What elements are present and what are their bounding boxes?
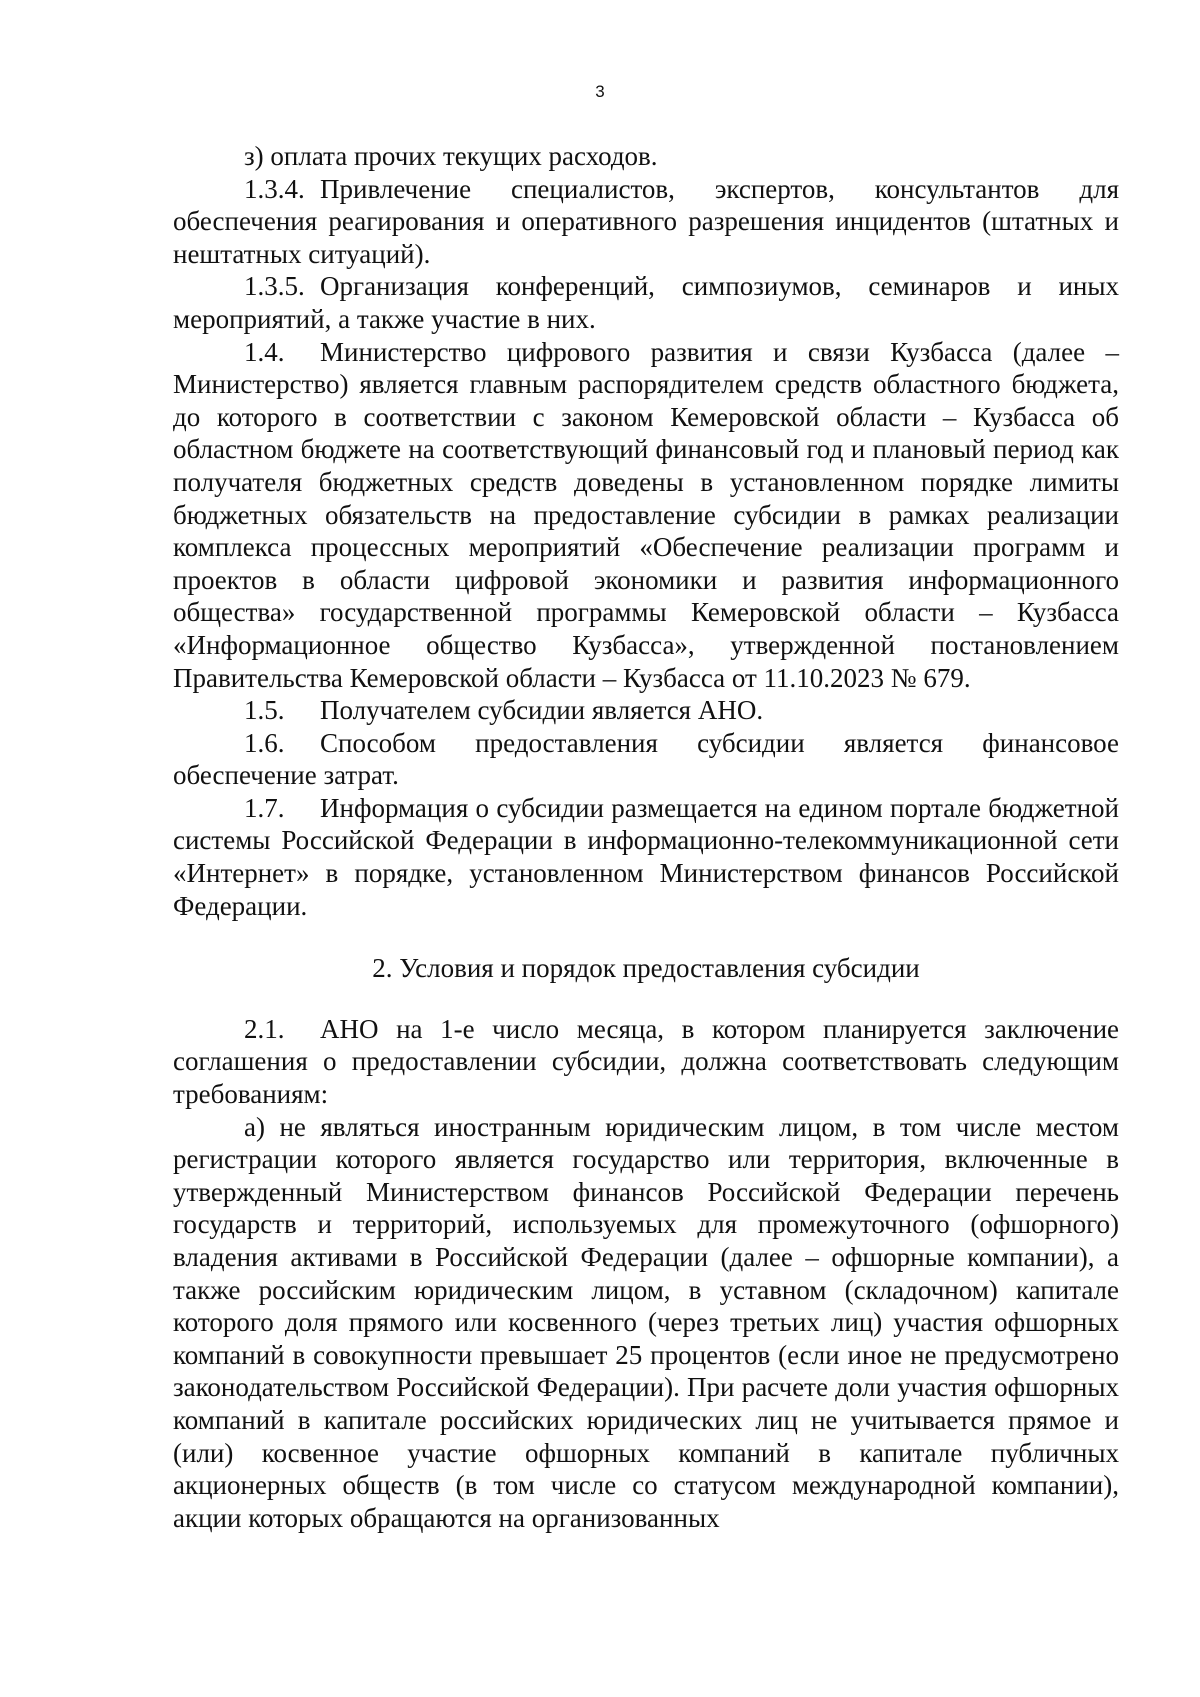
paragraph-text: а) не являться иностранным юридическим лицом, в том числе местом регистрации которого является государство или территория, включенные в утвержденный Министерством финансов Российской Федерации перечень государств и территорий, используемых для промежуточного (офшорного) владения активами в Российской Федерации (далее – офшорные компании), а также российским юридическим лицом, в уставном (складочном) капитале которого доля прямого или косвенного (через третьих лиц) участия офшорных компаний в совокупности превышает 25 процентов (если иное не предусмотрено законодательством Российской Федерации). При расчете доли участия офшорных компаний в капитале российских юридических лиц не учитывается прямое и (или) косвенное участие офшорных компаний в капитале публичных акционерных обществ (в том числе со статусом международной компании), акции которых обращаются на организованных [173,1111,1119,1533]
section-1-continuation [173,140,1119,922]
paragraph-p-15 [173,694,1119,727]
paragraph-text: Министерство цифрового развития и связи Кузбасса (далее – Министерство) является главным распорядителем средств областного бюджета, до которого в соответствии с законом Кемеровской области – Кузбасса об областном бюджете на соответствующий финансовый год и плановый период как получателя бюджетных средств доведены в установленном порядке лимиты бюджетных обязательств на предоставление субсидии в рамках реализации комплекса процессных мероприятий «Обеспечение реализации программ и проектов в области цифровой экономики и развития информационного общества» государственной программы Кемеровской области – Кузбасса «Информационное общество Кузбасса», утвержденной постановлением Правительства Кемеровской области – Кузбасса от 11.10.2023 № 679. [173,336,1119,693]
document-body [173,140,1119,1534]
paragraph-p-16 [173,727,1119,792]
paragraph-number: 1.3.4. [244,173,305,204]
paragraph-text: Способом предоставления субсидии является финансовое обеспечение затрат. [173,727,1119,791]
paragraph-p-17 [173,792,1119,922]
paragraph-p-z [173,140,1119,173]
paragraph-number: 1.4. [244,336,285,367]
paragraph-p-134 [173,173,1119,271]
paragraph-text: Организация конференций, симпозиумов, семинаров и иных мероприятий, а также участие в них. [173,271,1119,334]
paragraph-text: АНО на 1-е число месяца, в котором планируется заключение соглашения о предоставлении субсидии, должна соответствовать следующим требованиям: [173,1013,1119,1110]
paragraph-text: Получателем субсидии является АНО. [320,695,764,726]
paragraph-number: 1.3.5. [244,271,305,302]
paragraph-p-21 [173,1013,1119,1111]
paragraph-text: Привлечение специалистов, экспертов, консультантов для обеспечения реагирования и оперативного разрешения инцидентов (штатных и нештатных ситуаций). [173,173,1119,269]
section-2-body [173,1013,1119,1535]
paragraph-text: Информация о субсидии размещается на едином портале бюджетной системы Российской Федерации в информационно-телекоммуникационной сети «Интернет» в порядке, установленном Министерством финансов Российской Федерации. [173,792,1119,921]
paragraph-number: 1.7. [244,792,285,823]
paragraph-number: 2.1. [244,1013,285,1044]
paragraph-text: з) оплата прочих текущих расходов. [244,141,658,171]
paragraph-number: 1.6. [244,727,285,758]
section-heading: 2. Условия и порядок предоставления субсидии [372,953,920,984]
paragraph-number: 1.5. [244,695,285,726]
page-number: 3 [595,82,605,101]
paragraph-p-14 [173,336,1119,695]
paragraph-p-135 [173,270,1119,335]
paragraph-p-a [173,1111,1119,1535]
